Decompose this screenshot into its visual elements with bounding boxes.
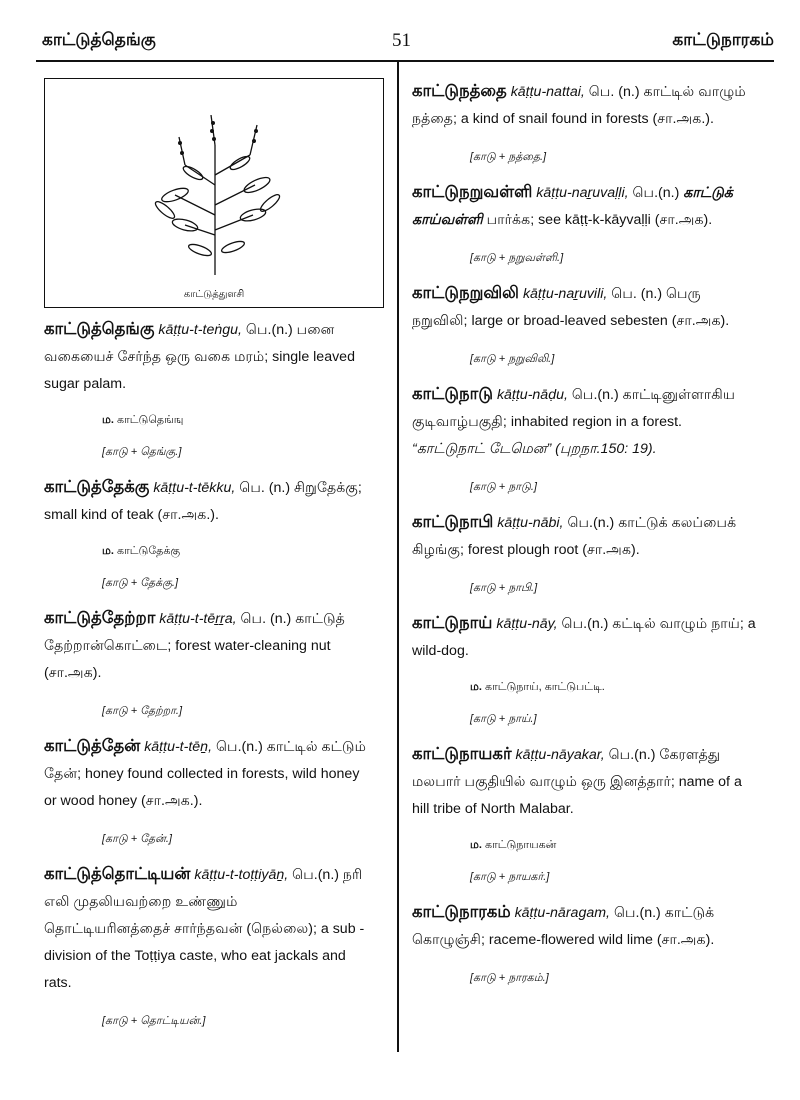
transliteration: kāṭṭu-nāḍu, <box>496 387 568 403</box>
definition: பெ.(n.) நரி எலி முதலியவற்றை உண்ணும் தொட்டியரினத்தைச் சார்ந்தவன் (நெல்லை); a sub - division of the Toṭṭiya caste, who eat jackals and rats. <box>44 867 365 991</box>
column-divider <box>397 62 399 1052</box>
transliteration: kāṭṭu-nattai, <box>510 84 585 100</box>
header-rule <box>36 60 774 62</box>
entry-kattu-nayakar <box>412 741 758 885</box>
etymology: [காடு + நறுவள்ளி.] <box>470 252 564 264</box>
headword: காட்டுநாயகர் <box>412 745 512 763</box>
definition: பெ.(n.) கேரளத்து மலபார் பகுதியில் வாழும் ஒரு இனத்தார்; name of a hill tribe of North Malabar. <box>412 747 742 817</box>
plant-illustration <box>44 78 384 308</box>
transliteration: kāṭṭu-naṟuvili, <box>522 286 608 302</box>
cognate: ம. காட்டுநாய், காட்டுபட்டி. <box>470 681 605 693</box>
definition: பெ.(n.) கட்டில் வாழும் நாய்; a wild-dog. <box>412 616 756 659</box>
transliteration: kāṭṭu-t-toṭṭiyāṉ, <box>194 867 289 883</box>
definition: பெ. (n.) பெரு நறுவிலி; large or broad-leaved sebesten (சா.அக). <box>412 286 730 329</box>
etymology: [காடு + தெங்கு.] <box>102 446 182 458</box>
etymology: [காடு + நாய்.] <box>470 713 537 725</box>
transliteration: kāṭṭu-t-tēkku, <box>153 480 236 496</box>
headword: காட்டுத்தேற்றா <box>44 609 156 627</box>
definition: பெ. (n.) காட்டுத் தேற்றான்கொட்டை; forest water-cleaning nut (சா.அக). <box>44 611 345 681</box>
headword: காட்டுத்தொட்டியன் <box>44 865 191 883</box>
etymology: [காடு + தேன்.] <box>102 833 172 845</box>
right-guide-word: காட்டுநாரகம் <box>672 30 774 49</box>
etymology: [காடு + நறுவிலி.] <box>470 353 555 365</box>
entry-kattu-nay <box>412 610 758 727</box>
page-header <box>36 0 774 62</box>
headword: காட்டுத்தெங்கு <box>44 320 155 338</box>
transliteration: kāṭṭu-nāy, <box>496 616 558 632</box>
entry-kattu-nattai <box>412 78 758 165</box>
transliteration: kāṭṭu-nābi, <box>497 515 564 531</box>
quotation: “காட்டுநாட் டேமென” (புறநா.150: 19). <box>412 441 657 457</box>
cognate: ம. காட்டுநாயகன் <box>470 839 557 851</box>
entry-kattu-t-tottiyan <box>44 861 366 1029</box>
headword: காட்டுநறுவள்ளி <box>412 183 533 201</box>
headword: காட்டுத்தேன் <box>44 737 141 755</box>
page-number: 51 <box>392 30 411 51</box>
definition: பெ.(n.) காட்டுக் கலப்பைக் கிழங்கு; forest plough root (சா.அக). <box>412 515 737 558</box>
etymology: [காடு + நத்தை.] <box>470 151 547 163</box>
cognate: ம. காட்டுதேக்கு <box>102 545 181 557</box>
entry-kattu-naruvili <box>412 280 758 367</box>
entry-kattu-naragam <box>412 899 758 986</box>
entry-kattu-t-tekku <box>44 474 366 591</box>
headword: காட்டுநாரகம் <box>412 903 511 921</box>
entry-kattu-t-ten <box>44 733 366 847</box>
definition: பெ. (n.) சிறுதேக்கு; small kind of teak (சா.அக.). <box>44 480 362 523</box>
headword: காட்டுநாய் <box>412 614 493 632</box>
etymology: [காடு + நாபி.] <box>470 582 538 594</box>
left-column <box>44 78 366 1043</box>
cross-reference: காட்டுக் காய்வள்ளி <box>412 185 733 228</box>
definition: பெ.(n.) காட்டுக் கொழுஞ்சி; raceme-flowered wild lime (சா.அக). <box>412 905 715 948</box>
etymology: [காடு + தேற்றா.] <box>102 705 183 717</box>
headword: காட்டுநத்தை <box>412 82 507 100</box>
entry-kattu-naruvalli <box>412 179 758 266</box>
definition: பெ.(n.) பனை வகையைச் சேர்ந்த ஒரு வகை மரம்; single leaved sugar palam. <box>44 322 355 392</box>
headword: காட்டுத்தேக்கு <box>44 478 150 496</box>
etymology: [காடு + தேக்கு.] <box>102 577 179 589</box>
entry-kattu-nadu <box>412 381 758 495</box>
entry-kattu-t-terra <box>44 605 366 719</box>
transliteration: kāṭṭu-t-tēṉ, <box>144 739 213 755</box>
definition: பெ.(n.) காட்டினுள்ளாகிய குடிவாழ்பகுதி; inhabited region in a forest. <box>412 387 735 430</box>
cognate: ம. காட்டுதெங்ஙு <box>102 414 184 426</box>
headword: காட்டுநறுவிலி <box>412 284 519 302</box>
etymology: [காடு + நாடு.] <box>470 481 537 493</box>
transliteration: kāṭṭu-t-tēṟṟa, <box>159 611 237 627</box>
entry-kattu-nabi <box>412 509 758 596</box>
right-column <box>412 78 758 1000</box>
definition: பெ.(n.) <box>632 185 680 201</box>
definition-see: பார்க்க; see kāṭṭ-k-kāyvaḷḷi (சா.அக). <box>486 212 713 228</box>
left-guide-word: காட்டுத்தெங்கு <box>42 30 156 49</box>
etymology: [காடு + நாரகம்.] <box>470 972 549 984</box>
definition: பெ. (n.) காட்டில் வாழும் நத்தை; a kind of snail found in forests (சா.அக.). <box>412 84 746 127</box>
definition: பெ.(n.) காட்டில் கட்டும் தேன்; honey found collected in forests, wild honey or wood honey (சா.அக.). <box>44 739 366 809</box>
transliteration: kāṭṭu-naṟuvaḷḷi, <box>536 185 629 201</box>
transliteration: kāṭṭu-nāragam, <box>514 905 610 921</box>
headword: காட்டுநாபி <box>412 513 494 531</box>
transliteration: kāṭṭu-t-teṅgu, <box>158 322 242 338</box>
entry-kattu-t-tengu <box>44 316 366 460</box>
etymology: [காடு + தொட்டியன்.] <box>102 1015 206 1027</box>
tulsi-plant-drawing <box>145 115 285 275</box>
etymology: [காடு + நாயகர்.] <box>470 871 550 883</box>
figure-caption: காட்டுத்துளசி <box>183 289 245 300</box>
headword: காட்டுநாடு <box>412 385 493 403</box>
transliteration: kāṭṭu-nāyakar, <box>515 747 605 763</box>
